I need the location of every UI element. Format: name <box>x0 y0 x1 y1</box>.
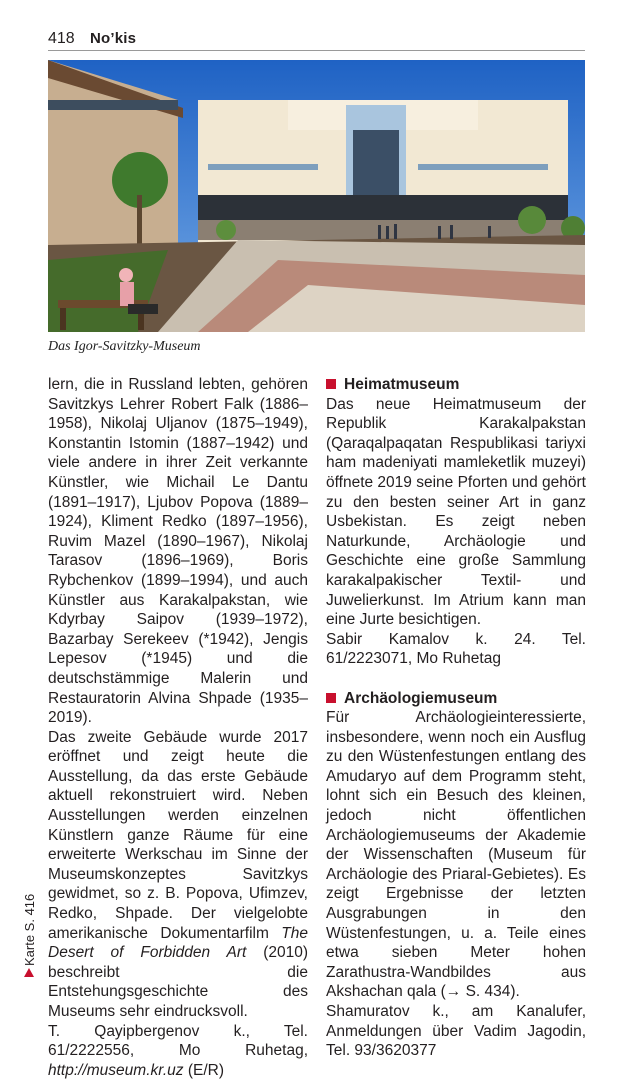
chapter-title: No’kis <box>90 30 137 47</box>
museum-link[interactable]: http://museum.kr.uz <box>48 1061 184 1079</box>
archaeologiemuseum-text: Für Archäologieinteressierte, insbesondere, wenn noch ein Ausflug zu den Wüstenfestungen entlang des Amudaryo auf dem Programm steht, lohnt sich ein Besuch des kleinen, jedoch nicht öffentlichen Archäologiemuseums der Akademie der Wissenschaften (Museum für Archäologie des Priaral-Gebietes). Es zeigt Ergebnisse der letzten Ausgrabungen in den Wüstenfestungen, u. a. Teile eines etwa sieben Meter hohen Zarathustra-Wandbildes aus Akshachan qala (→ S. 434). <box>326 709 586 1001</box>
museum-address <box>48 1022 308 1080</box>
address-text: T. Qayipbergenov k., Tel. 61/2222556, Mo Ruhetag, <box>48 1022 308 1060</box>
second-building-paragraph <box>48 728 308 1022</box>
running-header <box>48 26 585 51</box>
figure-caption: Das Igor-Savitzky-Museum <box>48 339 201 354</box>
map-reference-text: Karte S. 416 <box>22 893 37 966</box>
section-title: Heimatmuseum <box>344 376 460 393</box>
paragraph-text: Das zweite Gebäude wurde 2017 eröffnet und zeigt heute die Ausstellung, da das erste Gebäude aktuell rekonstruiert wird. Neben Ausstellungen werden einzelnen Künstlern ganze Räume für eine erweiterte Werkschau im Sinne der Museumskonzeptes Savitzkys gewidmet, so z. B. Popova, Ufimzev, Redko, Shpade. Der vielgelobte amerikanische Dokumentarfilm <box>48 728 308 942</box>
heimatmuseum-address: Sabir Kamalov k. 24. Tel. 61/2223071, Mo Ruhetag <box>326 630 586 668</box>
map-reference <box>20 878 42 978</box>
price-category: (E/R) <box>187 1061 225 1079</box>
red-square-icon <box>326 379 336 389</box>
left-column <box>48 375 308 1080</box>
film-title: The Desert of Forbidden Art <box>48 924 308 962</box>
museum-illustration <box>48 60 585 332</box>
heimatmuseum-text: Das neue Heimatmuseum der Republik Karakalpakstan (Qaraqalpaqatan Respublikasi tariyxi ham madeniyati mamleketlik muzeyi) öffnete 2019 seine Pforten und gehört zu den besten seiner Art in ganz Usbekistan. Es zeigt neben Naturkunde, Archäologie und Geschichte eine große Sammlung karakalpakischer Textil- und Juwelierkunst. Im Atrium kann man eine Jurte besichtigen. <box>326 395 586 629</box>
museum-photo <box>48 60 585 332</box>
section-heading-archaeologiemuseum <box>326 689 586 709</box>
paragraph-text: (2010) beschreibt die Entstehungsgeschichte des Museums sehr eindrucksvoll. <box>48 944 309 1020</box>
page-number: 418 <box>48 30 75 47</box>
section-heading-heimatmuseum <box>326 375 586 395</box>
red-square-icon <box>326 693 336 703</box>
right-column <box>326 375 586 1061</box>
section-title: Archäologiemuseum <box>344 689 498 707</box>
spacer <box>326 669 586 689</box>
archaeologiemuseum-address: Shamuratov k., am Kanalufer, Anmeldungen über Vadim Jagodin, Tel. 93/3620377 <box>326 1003 586 1060</box>
triangle-up-icon <box>24 968 34 977</box>
artists-paragraph: lern, die in Russland lebten, gehören Savitzkys Lehrer Robert Falk (1886–1958), Nikolaj Uljanov (1875–1949), Konstantin Istomin (1887–1942) und viele andere in ihrer Zeit verkannte Künstler, wie Michail Le Dantu (1891–1917), Ljubov Popova (1889–1924), Kliment Redko (1897–1956), Ruvim Mazel (1890–1967), Nikolaj Tarasov (1896–1969), Boris Rybchenkov (1899–1994), und auch Künstler aus Karakalpakstan, wie Kdyrbay Saipov (1939–1972), Bazarbay Serekeev (*1942), Jengis Lepesov (*1945) und die deutschstämmige Malerin und Restauratorin Alvina Shpade (1935–2019). <box>48 376 308 727</box>
